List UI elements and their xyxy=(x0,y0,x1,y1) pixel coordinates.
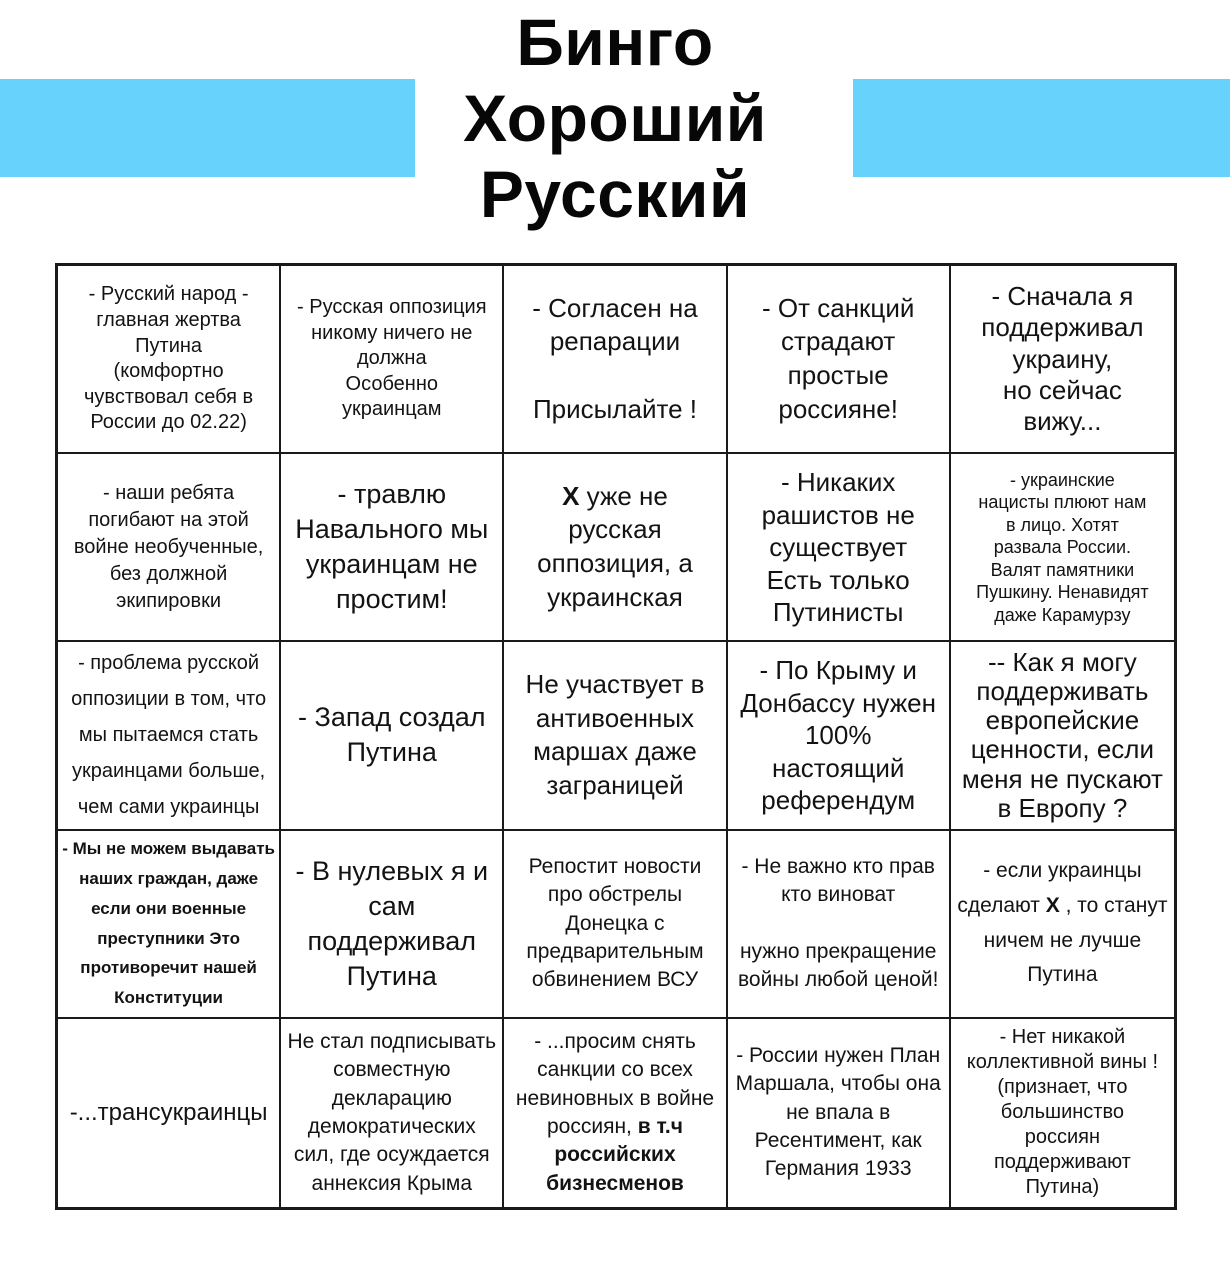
bingo-cell xyxy=(951,266,1174,454)
bingo-cell xyxy=(504,831,727,1019)
bingo-cell-text: Репостит новости про обстрелы Донецка с предварительным обвинением ВСУ xyxy=(526,854,704,992)
bingo-cell-text: - По Крыму и Донбассу нужен 100% настоящий референдум xyxy=(740,655,936,816)
bingo-cell-text: - Нет никакой коллективной вины ! (признает, что большинство россиян поддерживают Путина) xyxy=(966,1026,1159,1199)
bingo-cell-text: Не стал подписывать совместную декларацию демократических сил, где осуждается аннексия Крыма xyxy=(287,1029,497,1195)
bingo-cell xyxy=(504,1019,727,1207)
bingo-cell xyxy=(504,642,727,830)
bingo-cell xyxy=(728,642,951,830)
bingo-cell-text: - проблема русской оппозиции в том, что мы пытаемся стать украинцами больше, чем сами украинцы xyxy=(71,652,267,819)
bingo-cell xyxy=(951,1019,1174,1207)
bingo-cell-text: - Русский народ - главная жертва Путина (комфортно чувствовал себя в России до 02.22) xyxy=(84,283,254,434)
bingo-cell-text: - украинские нацисты плюют нам в лицо. Хотят развала России. Валят памятники Пушкину. Ненавидят даже Карамурзу xyxy=(976,469,1149,625)
bingo-cell-text: - наши ребята погибают на этой войне необученные, без должной экипировки xyxy=(73,481,264,612)
bingo-cell-text: - России нужен План Маршала, чтобы она не впала в Ресентимент, как Германия 1933 xyxy=(735,1044,941,1181)
page-title-line-2: Хороший xyxy=(463,81,767,155)
page-title-line-3: Русский xyxy=(479,157,751,231)
bingo-cell xyxy=(504,454,727,642)
bingo-cell xyxy=(58,266,281,454)
bingo-cell-text: - Сначала я поддерживал украину, но сейчас вижу... xyxy=(981,281,1144,436)
bingo-cell xyxy=(58,642,281,830)
bingo-cell xyxy=(951,831,1174,1019)
page-title xyxy=(0,4,1230,232)
bingo-cell xyxy=(728,454,951,642)
bingo-cell-text: - Никаких рашистов не существует Есть только Путинисты xyxy=(761,467,915,628)
bingo-cell xyxy=(728,831,951,1019)
bingo-cell-text: - От санкций страдают простые россияне! xyxy=(762,292,915,424)
bingo-cell-text: - если украинцы сделают X , то станут ничем не лучше Путина xyxy=(957,859,1168,987)
bingo-cell-text: Не участвует в антивоенных маршах даже заграницей xyxy=(525,668,705,801)
bingo-grid xyxy=(55,263,1177,1210)
bingo-cell xyxy=(58,1019,281,1207)
bingo-cell xyxy=(281,1019,504,1207)
bingo-cell xyxy=(951,642,1174,830)
bingo-cell xyxy=(951,454,1174,642)
bingo-cell xyxy=(58,831,281,1019)
page-title-line-1: Бинго xyxy=(516,5,714,79)
bingo-cell-text: - Русская оппозиция никому ничего не должна Особенно украинцам xyxy=(297,296,487,421)
bingo-cell-text: - Запад создал Путина xyxy=(298,702,486,768)
bingo-cell-text: -- Как я могу поддерживать европейские ценности, если меня не пускают в Европу ? xyxy=(961,647,1163,823)
bingo-cell-text: - травлю Навального мы украинцам не простим! xyxy=(295,479,489,615)
bingo-cell-text: - Мы не можем выдавать наших граждан, даже если они военные преступники Это противоречит нашей Конституции xyxy=(62,839,275,1008)
bingo-cell xyxy=(281,831,504,1019)
bingo-cell xyxy=(58,454,281,642)
bingo-cell-text: - В нулевых я и сам поддерживал Путина xyxy=(295,855,489,991)
bingo-cell xyxy=(281,266,504,454)
bingo-cell xyxy=(728,1019,951,1207)
bingo-cell-text: - Не важно кто прав кто виноват нужно прекращение войны любой ценой! xyxy=(737,854,939,992)
bingo-cell xyxy=(281,642,504,830)
bingo-cell-text: - ...просим снять санкции со всех невиновных в войне россиян, в т.ч российских бизнесменов xyxy=(515,1029,715,1195)
bingo-cell-text: X уже не русская оппозиция, а украинская xyxy=(537,480,693,613)
bingo-cell-text: - Согласен на репарации Присылайте ! xyxy=(532,292,698,424)
bingo-cell xyxy=(728,266,951,454)
bingo-cell-text: -...трансукраинцы xyxy=(69,1099,268,1127)
bingo-cell xyxy=(281,454,504,642)
bingo-cell xyxy=(504,266,727,454)
